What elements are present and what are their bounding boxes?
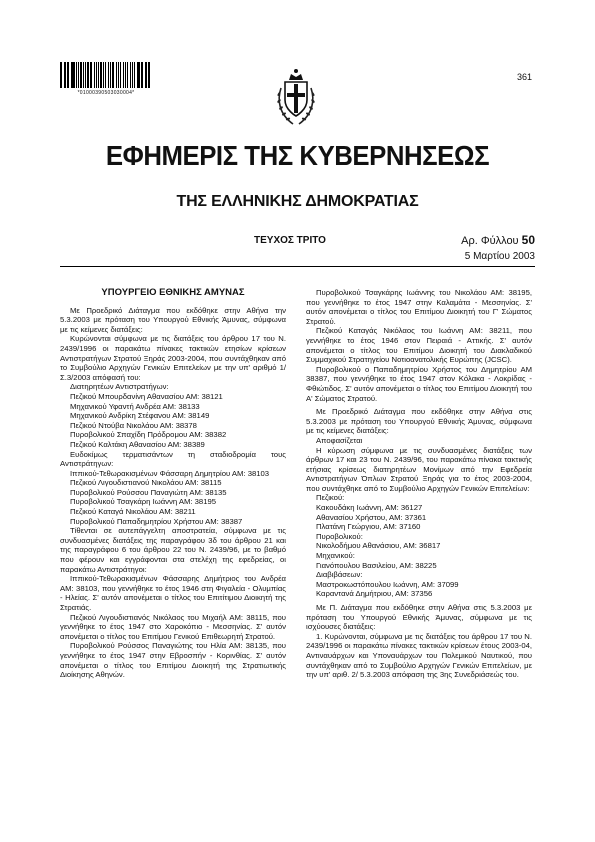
list-item: Πλατάνη Γεώργιου, ΑΜ: 37160 (316, 522, 421, 532)
paragraph: Πυροβολικού Τσαγκάρης Ιωάννης του Νικολάου ΑΜ: 38195, που γεννήθηκε το έτος 1947 στην Καλαμάτα - Μεσσηνίας. Σ' αυτόν απονέμεται ο τίτλος του Επιτίμου Διοικητή του Γ' Σώματος Στρατού. (306, 288, 532, 326)
paragraph: Πυροβολικού: (316, 531, 363, 541)
list-item: Νικολοδήμου Αθανάσιου, ΑΜ: 36817 (316, 541, 441, 551)
right-column (306, 288, 532, 680)
header-divider (60, 266, 535, 267)
ministry-heading: ΥΠΟΥΡΓΕΙΟ ΕΘΝΙΚΗΣ ΑΜΥΝΑΣ (101, 287, 245, 298)
paragraph: Μηχανικού: (316, 551, 355, 561)
list-item: Πυροβολικού Σπαχίδη Πρόδρομου ΑΜ: 38382 (70, 430, 227, 440)
left-column (60, 288, 286, 680)
list-item: Πυροβολικού Ρούσσου Παναγιώτη ΑΜ: 38135 (70, 487, 227, 497)
list-item: Πεζικού Μπουρδανίνη Αθανασίου ΑΜ: 38121 (70, 391, 223, 401)
barcode-number: *01000390503030004* (77, 90, 135, 96)
paragraph: Ιππικού-Τεθωρακισμένων Φάσσαρης Δημήτριος του Ανδρέα ΑΜ: 38103, που γεννήθηκε το έτος 1946 στη Φιγαλεία - Ολυμπίας - Ηλείας. Σ' αυτόν απονέμεται ο τίτλος του Επιτίτιμου Διοικητή της Στρατιάς. (60, 574, 286, 612)
list-item: Κακουδάκη Ιωάννη, ΑΜ: 36127 (316, 503, 423, 513)
list-item: Πεζικού Λιγουδιστιανού Νικολάου ΑΜ: 38115 (70, 478, 222, 488)
paragraph: Πυροβολικού ο Παπαδημητρίου Χρήστος του Δημητρίου ΑΜ 38387, που γεννήθηκε το έτος 1947 στον Κόλακα - Λοκρίδας - Φθιώτιδος. Σ' αυτόν απονέμεται ο τίτλος του Επιτίμου Διοικητή του Α' Σώματος Στρατού. (306, 364, 532, 403)
list-item: Πεζικού Καταγά Νικολάου ΑΜ: 38211 (70, 507, 196, 517)
list-item: Πεζικού Καλτάκη Αθανασίου ΑΜ: 38389 (70, 439, 205, 449)
gazette-subtitle: ΤΗΣ ΕΛΛΗΝΙΚΗΣ ΔΗΜΟΚΡΑΤΙΑΣ (176, 193, 419, 210)
paragraph: Πεζικού Λιγουδιστιανός Νικόλαος του Μιχαήλ ΑΜ: 38115, που γεννήθηκε το έτος 1947 στο Χαροκόπιο - Μεσσηνίας. Σ' αυτόν απονέμεται ο τίτλος του Επιτίμου Γενικού Επιθεωρητή Στρατού. (60, 612, 286, 641)
list-item: Μαστροκωστόπουλου Ιωάννη, ΑΜ: 37099 (316, 579, 459, 589)
paragraph: Με Προεδρικό Διάταγμα που εκδόθηκε στην Αθήνα την 5.3.2003 με πρόταση του Υπουργού Εθνικής Άμυνας, σύμφωνα με τις κείμενες διατάξεις: (60, 305, 286, 334)
sheet-number (461, 233, 535, 247)
publication-date: 5 Μαρτίου 2003 (464, 251, 535, 262)
paragraph: Πεζικού: (316, 493, 345, 503)
paragraph: Διατηρητέων Αντιστρατήγων: (70, 382, 169, 392)
coat-of-arms-emblem (273, 66, 319, 128)
sheet-number-value: 50 (521, 233, 535, 247)
gazette-title: ΕΦΗΜΕΡΙΣ ΤΗΣ ΚΥΒΕΡΝΗΣΕΩΣ (105, 140, 490, 171)
page-number: 361 (516, 72, 532, 82)
list-item: Μηχανικού Ανδρίκη Στέφανου ΑΜ: 38149 (70, 411, 210, 421)
list-item: Πεζικού Ντούβα Νικολάου ΑΜ: 38378 (70, 420, 197, 430)
paragraph: Ευδοκίμως τερματισάντων τη σταδιοδρομία τους Αντιστράτηγων: (60, 449, 286, 469)
issue-label: ΤΕΥΧΟΣ ΤΡΙΤΟ (254, 235, 326, 246)
list-item: Γιανόπουλου Βασιλείου, ΑΜ: 38225 (316, 560, 437, 570)
list-item: Αθανασίου Χρήστου, ΑΜ: 37361 (316, 512, 427, 522)
paragraph: Ιππικού-Τεθωρακισμένων Φάσσαρη Δημητρίου ΑΜ: 38103 (70, 468, 270, 478)
paragraph: Αποφασίζεται (316, 435, 363, 445)
paragraph: Με Προεδρικό Διάταγμα που εκδόθηκε στην Αθήνα στις 5.3.2003 με πρόταση του Υπουργού Εθνικής Άμυνας, σύμφωνα με τις κείμενες διατάξεις: (306, 407, 532, 436)
list-item: Πυροβολικού Παπαδημητρίου Χρήστου ΑΜ: 38387 (70, 516, 243, 526)
sheet-label: Αρ. Φύλλου (461, 235, 519, 247)
list-item: Πυροβολικού Τσαγκάρη Ιωάννη ΑΜ: 38195 (70, 497, 217, 507)
list-item: Καραντανά Δημήτριου, ΑΜ: 37356 (316, 589, 433, 599)
paragraph: 1. Κυρώνονται, σύμφωνα με τις διατάξεις του άρθρου 17 του Ν. 2439/1996 οι παρακάτω πίνακες τακτικών κρίσεων έτους 2003-04, Αντιναυάρχων και Υποναυάρχων του Πολεμικού Ναυτικού, που συντάχθηκαν από το Συμβούλιο Αρχηγών Γενικών Επιτελείων, με την υπ' αριθ. 2/ 5.3.2003 απόφαση της 3ης Συνεδριάσεώς του. (306, 631, 532, 680)
paragraph: Πυροβολικού Ρούσσος Παναγιώτης του Ηλία ΑΜ: 38135, που γεννήθηκε το έτος 1947 στην Εβροσπήν - Κορινθίας. Σ' αυτόν απονέμεται ο τίτλος του Επιτίμου Διοικητή της Στρατιωτικής Διοίκησης Αθηνών. (60, 641, 286, 680)
barcode (60, 62, 152, 88)
paragraph: Διαβιβάσεων: (316, 570, 363, 580)
paragraph: Τίθενται σε αυτεπάγγελτη αποστρατεία, σύμφωνα με τις συνδυασμένες διατάξεις της παραγράφου 3δ του άρθρου 21 και της παραγράφου 6 του άρθρου 22 του Ν. 2439/96, με το βαθμό που φέρουν και εγγράφονται στα στελέχη της εφεδρείας, οι παρακάτω Αντιστράτηγοι: (60, 526, 286, 574)
list-item: Μηχανικού Υφαντή Ανδρέα ΑΜ: 38133 (70, 401, 200, 411)
paragraph: Με Π. Διάταγμα που εκδόθηκε στην Αθήνα στις 5.3.2003 με πρόταση του Υπουργού Εθνικής Άμυνας, σύμφωνα με τις ισχύουσες διατάξεις: (306, 603, 532, 632)
paragraph: Πεζικού Καταγάς Νικόλαος του Ιωάννη ΑΜ: 38211, που γεννήθηκε το έτος 1946 στον Πειραιά - Αττικής. Σ' αυτόν απονέμεται ο τίτλος του Επιτίμου Διοικητή του Διακλαδικού Συμμαχικού Στρατηγείου Νοτιοανατολικής Ευρώπης (JCSC). (306, 326, 532, 365)
paragraph: Η κύρωση σύμφωνα με τις συνδυασμένες διατάξεις των άρθρων 17 και 23 του Ν. 2439/96, του παρακάτω πίνακα τακτικής ετήσιας κρίσεως διατηρητέων Μονίμων από την Εφεδρεία Αντιστρατήγων Όπλων Στρατού Ξηράς για το έτος 2003-2004, που συντάχθηκε από το Συμβούλιο Αρχηγών Γενικών Επιτελείων: (306, 445, 532, 493)
paragraph: Κυρώνονται σύμφωνα με τις διατάξεις του άρθρου 17 του Ν. 2439/1996 οι παρακάτω πίνακες τακτικών ετησίων κρίσεων Αντιστρατήγων Στρατού Ξηράς 2003-2004, που συντάχθηκαν από το Συμβούλιο Αρχηγών Γενικών Επιτελείων με την υπ' αριθμό 1/Σ.3/2003 απόφασή του: (60, 334, 286, 382)
